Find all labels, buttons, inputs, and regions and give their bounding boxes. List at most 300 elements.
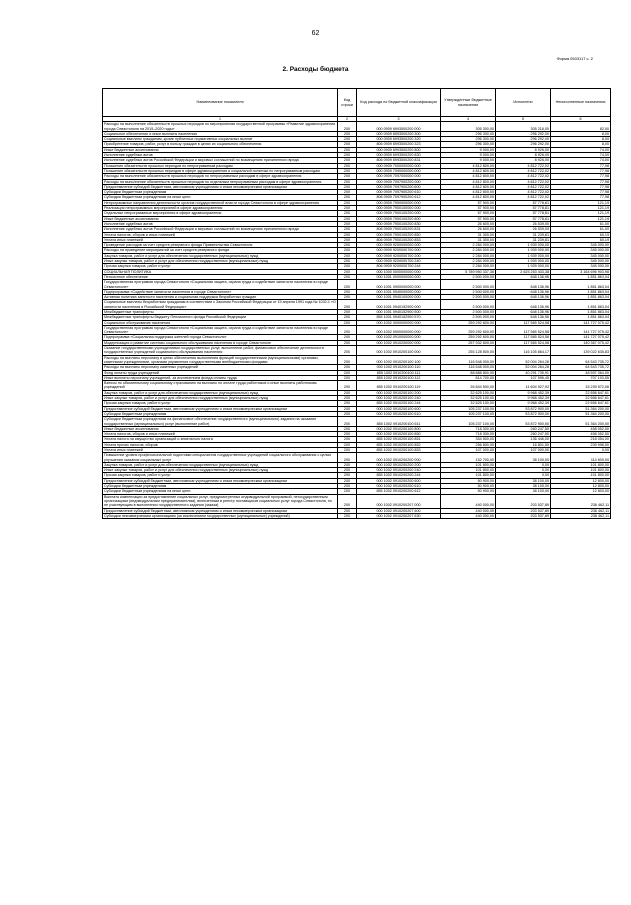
cell-name: Социальное обеспечение и иные выплаты населению bbox=[103, 131, 338, 136]
cell-approved: 9 000,00 bbox=[441, 153, 496, 158]
cell-unexecuted: 3 164 696 903,98 bbox=[551, 269, 611, 274]
cell-line-code: 200 bbox=[338, 163, 357, 168]
cell-executed: 4 812 722,02 bbox=[496, 168, 551, 173]
cell-executed: 53 872 900,00 bbox=[496, 411, 551, 416]
cell-unexecuted: 12 800,00 bbox=[551, 484, 611, 489]
cell-classification: 000 1002 0910200200 200 bbox=[357, 462, 441, 467]
cell-classification: 000 1002 0000000000 000 bbox=[357, 320, 441, 325]
cell-executed: 8 926,00 bbox=[496, 153, 551, 158]
cell-classification: 000 0909 6993500200 800 bbox=[357, 147, 441, 152]
cell-unexecuted: 121,19 bbox=[551, 211, 611, 216]
cell-executed: 648 136,96 bbox=[496, 289, 551, 294]
cell-executed: 9 968 452,39 bbox=[496, 401, 551, 406]
cell-classification: 000 1002 0910200200 240 bbox=[357, 468, 441, 473]
cell-executed: 648 136,96 bbox=[496, 300, 551, 310]
cell-name: Иные бюджетные ассигнования bbox=[103, 147, 338, 152]
cell-approved: 259 292 600,00 bbox=[441, 325, 496, 335]
cell-classification: 000 0909 7000000000 000 bbox=[357, 163, 441, 168]
cell-approved: 57 900,00 bbox=[441, 216, 496, 221]
cell-approved: 50 900,00 bbox=[441, 484, 496, 489]
cell-unexecuted: 101 800,00 bbox=[551, 462, 611, 467]
cell-classification: 000 1002 0910200207 630 bbox=[357, 513, 441, 518]
cell-unexecuted: 141 727 075,42 bbox=[551, 325, 611, 335]
cell-approved: 440 000,00 bbox=[441, 513, 496, 518]
cell-executed: 648 136,96 bbox=[496, 315, 551, 320]
cell-approved: 26 600,00 bbox=[441, 227, 496, 232]
cell-name: Отдельные непрограммные мероприятия в сфере здравоохранения bbox=[103, 211, 338, 216]
cell-classification: 000 1002 0910200100 110 bbox=[357, 365, 441, 370]
cell-executed: 16 801,50 bbox=[496, 442, 551, 447]
cell-line-code: 200 bbox=[338, 508, 357, 513]
cell-unexecuted: 1 851 863,04 bbox=[551, 274, 611, 279]
cell-name: Активная политика занятости населения и социальная поддержка безработных граждан bbox=[103, 295, 338, 300]
cell-name: Закупка товаров, работ и услуг для обеспечения государственных (муниципальных) нужд bbox=[103, 390, 338, 395]
cell-name: Предоставление субсидий бюджетным, автономным учреждениям и иным некоммерческим организациям bbox=[103, 406, 338, 411]
cell-name: Приобретение товаров, работ, услуг в пользу граждан в целях их социального обеспечения bbox=[103, 142, 338, 147]
cell-classification: 000 0909 7097900200 600 bbox=[357, 184, 441, 189]
cell-name: Погашение обязательств прошлых периодов по непрограммным расходам bbox=[103, 163, 338, 168]
cell-unexecuted: 8,00 bbox=[551, 131, 611, 136]
cell-classification: 000 0909 9200000700 200 bbox=[357, 253, 441, 258]
cell-executed: 117 565 524,58 bbox=[496, 320, 551, 325]
cell-name: Предоставление субсидий бюджетным, автономным учреждениям и иным некоммерческим организациям bbox=[103, 508, 338, 513]
cell-classification: 855 1002 0910200100 853 bbox=[357, 448, 441, 453]
cell-approved: 101 800,00 bbox=[441, 468, 496, 473]
cell-classification: 000 0909 9200000700 000 bbox=[357, 248, 441, 253]
cell-unexecuted: 74,00 bbox=[551, 147, 611, 152]
cell-name: Расходы на выполнение обязательств прошлых периодов по мероприятиям государственной программы «Развитие здравоохранения города Севастополя на 2015–2020 годы» bbox=[103, 122, 338, 132]
cell-executed: 117 565 524,58 bbox=[496, 325, 551, 335]
cell-line-code: 200 bbox=[338, 232, 357, 237]
cell-name: Иные закупки товаров, работ и услуг для обеспечения государственных (муниципальных) нужд bbox=[103, 468, 338, 473]
cell-unexecuted: 22 656 647,61 bbox=[551, 396, 611, 401]
cell-approved: 4 812 800,00 bbox=[441, 168, 496, 173]
cell-line-code: 200 bbox=[338, 396, 357, 401]
cell-approved: 57 900,00 bbox=[441, 200, 496, 205]
cell-approved: 2 500 000,00 bbox=[441, 315, 496, 320]
cell-executed: 1 939 000,00 bbox=[496, 248, 551, 253]
cell-approved: 31 300,00 bbox=[441, 232, 496, 237]
cell-executed: 57 778,81 bbox=[496, 216, 551, 221]
cell-unexecuted: 77,98 bbox=[551, 195, 611, 200]
cell-classification: 000 1001 0000000000 000 bbox=[357, 274, 441, 279]
cell-approved: 105 237 100,00 bbox=[441, 417, 496, 427]
cell-executed: 38 100,00 bbox=[496, 478, 551, 483]
cell-unexecuted: 236 462,11 bbox=[551, 508, 611, 513]
cell-unexecuted: 61,00 bbox=[551, 221, 611, 226]
cell-approved: 105 237 100,00 bbox=[441, 411, 496, 416]
column-number: 4 bbox=[441, 117, 496, 122]
cell-approved: 305 300,00 bbox=[441, 122, 496, 132]
cell-executed: 1 939 000,00 bbox=[496, 259, 551, 264]
cell-name: Исполнение судебных актов bbox=[103, 153, 338, 158]
cell-classification: 806 0909 7900100200 831 bbox=[357, 227, 441, 232]
cell-approved: 259 292 600,00 bbox=[441, 335, 496, 340]
section-title: 2. Расходы бюджета bbox=[282, 66, 349, 73]
cell-line-code: 200 bbox=[338, 426, 357, 431]
cell-approved: 9 000,00 bbox=[441, 158, 496, 163]
cell-name: Субсидии бюджетным учреждениям bbox=[103, 411, 338, 416]
cell-classification: 000 0909 7900100200 000 bbox=[357, 211, 441, 216]
header-unexecuted: Неисполненные назначения bbox=[551, 89, 611, 117]
cell-line-code: 200 bbox=[338, 206, 357, 211]
cell-approved: 32 625 100,00 bbox=[441, 390, 496, 395]
cell-executed: 296 292,00 bbox=[496, 142, 551, 147]
cell-classification: 000 0909 9200000700 240 bbox=[357, 259, 441, 264]
cell-classification: 000 0909 7900000000 000 bbox=[357, 200, 441, 205]
cell-unexecuted: 121,19 bbox=[551, 200, 611, 205]
cell-approved: 4 812 800,00 bbox=[441, 174, 496, 179]
cell-unexecuted: 121,19 bbox=[551, 206, 611, 211]
cell-approved: 32 625 100,00 bbox=[441, 396, 496, 401]
cell-executed: 107 000,00 bbox=[496, 448, 551, 453]
cell-approved: 50 900,00 bbox=[441, 478, 496, 483]
cell-executed: 52 004 264,28 bbox=[496, 355, 551, 365]
cell-line-code: 200 bbox=[338, 168, 357, 173]
cell-executed: 8 926,00 bbox=[496, 147, 551, 152]
cell-executed: 648 136,96 bbox=[496, 280, 551, 290]
cell-line-code: 200 bbox=[338, 453, 357, 463]
cell-unexecuted: 61,00 bbox=[551, 227, 611, 232]
cell-unexecuted: 8,00 bbox=[551, 142, 611, 147]
table-row bbox=[103, 280, 611, 290]
cell-line-code: 200 bbox=[338, 158, 357, 163]
cell-approved: 88 888 800,00 bbox=[441, 370, 496, 375]
cell-name: СОЦИАЛЬНАЯ ПОЛИТИКА bbox=[103, 269, 338, 274]
cell-unexecuted: 77,98 bbox=[551, 163, 611, 168]
cell-classification: 000 1002 0910200200 600 bbox=[357, 478, 441, 483]
cell-classification: 855 1002 0910200100 112 bbox=[357, 375, 441, 380]
cell-classification: 855 1002 0910200100 244 bbox=[357, 401, 441, 406]
cell-name: Модернизация и развитие системы социального обслуживания населения в городе Севастополе bbox=[103, 340, 338, 345]
cell-unexecuted: 345 000,00 bbox=[551, 253, 611, 258]
cell-executed: 4 812 722,02 bbox=[496, 190, 551, 195]
cell-executed: 117 565 524,58 bbox=[496, 340, 551, 345]
cell-classification: 000 1001 0940152900 000 bbox=[357, 300, 441, 310]
cell-approved: 2 500 000,00 bbox=[441, 309, 496, 314]
cell-unexecuted: 236 462,11 bbox=[551, 494, 611, 508]
cell-name: Расходы на выплаты персоналу казенных учреждений bbox=[103, 365, 338, 370]
cell-unexecuted: 1 851 863,04 bbox=[551, 315, 611, 320]
cell-name: Субсидии бюджетным учреждениям bbox=[103, 190, 338, 195]
cell-executed: 136 446,00 bbox=[496, 437, 551, 442]
cell-classification: 000 0909 7097000000 000 bbox=[357, 174, 441, 179]
cell-executed: 648 136,96 bbox=[496, 295, 551, 300]
cell-approved: 2 284 000,00 bbox=[441, 253, 496, 258]
cell-executed: 4 812 722,02 bbox=[496, 163, 551, 168]
cell-approved: 2 500 000,00 bbox=[441, 280, 496, 290]
column-number: 2 bbox=[338, 117, 357, 122]
cell-line-code: 200 bbox=[338, 142, 357, 147]
cell-name: Прочая закупка товаров, работ и услуг bbox=[103, 473, 338, 478]
cell-executed: 9 968 452,39 bbox=[496, 390, 551, 395]
cell-unexecuted: 345 000,00 bbox=[551, 264, 611, 269]
cell-unexecuted: 51 364 200,00 bbox=[551, 417, 611, 427]
cell-line-code: 200 bbox=[338, 320, 357, 325]
cell-approved: 2 284 000,00 bbox=[441, 264, 496, 269]
cell-name: Государственная программа города Севастополя «Социальная защита, охрана труда и содействие занятости населения в городе Севастополе» bbox=[103, 280, 338, 290]
cell-line-code: 200 bbox=[338, 346, 357, 356]
cell-unexecuted: 77,98 bbox=[551, 184, 611, 189]
cell-line-code: 200 bbox=[338, 153, 357, 158]
cell-classification: 000 1002 0910200100 800 bbox=[357, 426, 441, 431]
cell-executed: 2 625 253 433,38 bbox=[496, 269, 551, 274]
expenditures-table bbox=[102, 88, 611, 519]
page-number: 62 bbox=[311, 30, 320, 37]
cell-name: Иные бюджетные ассигнования bbox=[103, 216, 338, 221]
cell-unexecuted: 707 103,55 bbox=[551, 375, 611, 380]
cell-line-code: 200 bbox=[338, 432, 357, 437]
cell-approved: 2 500 000,00 bbox=[441, 295, 496, 300]
header-classification: Код расхода по бюджетной классификации bbox=[357, 89, 441, 117]
table-row bbox=[103, 346, 611, 356]
cell-executed: 38 100,00 bbox=[496, 489, 551, 494]
cell-executed: 57 778,81 bbox=[496, 211, 551, 216]
table-row bbox=[103, 453, 611, 463]
cell-approved: 718 300,00 bbox=[441, 426, 496, 431]
cell-name: Уплата налогов, сборов и иных платежей bbox=[103, 232, 338, 237]
cell-name: Реализация непрограммных мероприятий в сфере здравоохранения bbox=[103, 206, 338, 211]
cell-unexecuted: 458 052,50 bbox=[551, 426, 611, 431]
cell-executed: 305 218,00 bbox=[496, 122, 551, 132]
cell-approved: 26 844 500,00 bbox=[441, 381, 496, 391]
cell-classification: 855 1002 0910200100 852 bbox=[357, 442, 441, 447]
cell-line-code: 200 bbox=[338, 300, 357, 310]
cell-name: Закупка товаров, работ и услуг для обеспечения государственных (муниципальных) нужд bbox=[103, 462, 338, 467]
cell-approved: 2 500 000,00 bbox=[441, 300, 496, 310]
column-number: 6 bbox=[551, 117, 611, 122]
cell-executed: 116 105 864,17 bbox=[496, 346, 551, 356]
cell-approved: 9 000,00 bbox=[441, 147, 496, 152]
cell-name: Повышение уровня профессиональной подготовки специалистов государственных учреждений социального обслуживания с целью улучшения оказания социальных услуг bbox=[103, 453, 338, 463]
cell-classification: 000 1002 0910200100 100 bbox=[357, 355, 441, 365]
cell-classification: 000 0909 7097900200 000 bbox=[357, 179, 441, 184]
table-header bbox=[103, 89, 611, 122]
cell-executed: 0,00 bbox=[496, 468, 551, 473]
cell-executed: 53 872 900,00 bbox=[496, 406, 551, 411]
cell-line-code: 200 bbox=[338, 365, 357, 370]
cell-name: Фонд оплаты труда учреждений bbox=[103, 370, 338, 375]
cell-line-code: 200 bbox=[338, 355, 357, 365]
cell-name: Социальное обслуживание населения bbox=[103, 320, 338, 325]
cell-unexecuted: 82,00 bbox=[551, 122, 611, 132]
table-row bbox=[103, 325, 611, 335]
cell-executed: 107 596,45 bbox=[496, 375, 551, 380]
cell-line-code: 200 bbox=[338, 390, 357, 395]
header-approved: Утвержденные бюджетные назначения bbox=[441, 89, 496, 117]
table-row bbox=[103, 513, 611, 518]
cell-executed: 38 100,00 bbox=[496, 484, 551, 489]
cell-classification: 000 1002 0910000000 000 bbox=[357, 335, 441, 340]
cell-approved: 354 500,00 bbox=[441, 437, 496, 442]
cell-line-code: 200 bbox=[338, 437, 357, 442]
cell-line-code: 200 bbox=[338, 335, 357, 340]
cell-line-code: 200 bbox=[338, 494, 357, 508]
cell-unexecuted: 74,00 bbox=[551, 158, 611, 163]
cell-unexecuted: 140 367 075,42 bbox=[551, 340, 611, 345]
cell-line-code: 200 bbox=[338, 269, 357, 274]
cell-approved: 50 900,00 bbox=[441, 489, 496, 494]
cell-line-code: 200 bbox=[338, 309, 357, 314]
cell-line-code: 200 bbox=[338, 216, 357, 221]
cell-executed: 4 812 722,02 bbox=[496, 184, 551, 189]
cell-classification: 855 1001 0940152900 570 bbox=[357, 315, 441, 320]
cell-line-code: 200 bbox=[338, 248, 357, 253]
cell-executed: 26 539,00 bbox=[496, 221, 551, 226]
cell-classification: 000 1002 0910200207 000 bbox=[357, 494, 441, 508]
cell-approved: 31 300,00 bbox=[441, 237, 496, 242]
table-row bbox=[103, 417, 611, 427]
header-line-code: Код строки bbox=[338, 89, 357, 117]
cell-line-code: 200 bbox=[338, 401, 357, 406]
form-code: Форма 0503117 с. 2 bbox=[556, 56, 593, 61]
cell-line-code: 200 bbox=[338, 184, 357, 189]
cell-approved: 4 812 800,00 bbox=[441, 190, 496, 195]
cell-line-code: 200 bbox=[338, 221, 357, 226]
cell-line-code: 200 bbox=[338, 195, 357, 200]
cell-executed: 648 136,96 bbox=[496, 309, 551, 314]
cell-approved: 116 548 000,00 bbox=[441, 365, 496, 370]
cell-executed: 9 968 452,39 bbox=[496, 396, 551, 401]
cell-line-code: 200 bbox=[338, 174, 357, 179]
cell-classification: 855 1002 0910200200 612 bbox=[357, 489, 441, 494]
cell-unexecuted: 74,00 bbox=[551, 153, 611, 158]
cell-executed: 260 247,50 bbox=[496, 432, 551, 437]
cell-executed: 4 812 722,02 bbox=[496, 195, 551, 200]
cell-approved: 5 789 950 337,36 bbox=[441, 269, 496, 274]
cell-executed: 31 239,81 bbox=[496, 232, 551, 237]
cell-unexecuted: 141 727 075,42 bbox=[551, 335, 611, 340]
cell-unexecuted: 114 600,00 bbox=[551, 453, 611, 463]
cell-line-code: 200 bbox=[338, 411, 357, 416]
cell-executed: 1 939 000,00 bbox=[496, 264, 551, 269]
cell-name: Погашение обязательств прошлых периодов в сфере здравоохранения и социальной политики по непрограммным расходам bbox=[103, 168, 338, 173]
cell-name: Уплата иных платежей bbox=[103, 448, 338, 453]
cell-line-code: 200 bbox=[338, 478, 357, 483]
cell-name: Субсидии бюджетным учреждениям на иные цели bbox=[103, 489, 338, 494]
cell-classification: 000 1002 0910200100 610 bbox=[357, 411, 441, 416]
cell-approved: 256 800,00 bbox=[441, 442, 496, 447]
cell-line-code: 200 bbox=[338, 147, 357, 152]
cell-name: Исполнение судебных актов Российской Федерации и мировых соглашений по возмещению причиненного вреда bbox=[103, 227, 338, 232]
cell-name: Иные закупки товаров, работ и услуг для обеспечения государственных (муниципальных) нужд bbox=[103, 259, 338, 264]
cell-line-code: 200 bbox=[338, 513, 357, 518]
column-number: 3 bbox=[357, 117, 441, 122]
cell-classification: 855 1002 0910200100 119 bbox=[357, 381, 441, 391]
cell-executed: 4 812 722,02 bbox=[496, 174, 551, 179]
cell-unexecuted: 51 364 200,00 bbox=[551, 411, 611, 416]
cell-line-code: 200 bbox=[338, 442, 357, 447]
cell-unexecuted: 1 851 863,04 bbox=[551, 295, 611, 300]
column-number: 1 bbox=[103, 117, 338, 122]
cell-executed: 117 565 524,58 bbox=[496, 335, 551, 340]
cell-executed: 296 292,00 bbox=[496, 131, 551, 136]
cell-classification: 000 0909 7900100000 000 bbox=[357, 206, 441, 211]
cell-name: Уплата иных платежей bbox=[103, 237, 338, 242]
cell-approved: 101 800,00 bbox=[441, 462, 496, 467]
cell-approved: 255 128 500,00 bbox=[441, 346, 496, 356]
cell-name: Межбюджетные трансферты bbox=[103, 309, 338, 314]
table-row bbox=[103, 494, 611, 508]
cell-classification: 000 0909 7097900200 610 bbox=[357, 190, 441, 195]
cell-line-code: 200 bbox=[338, 200, 357, 205]
cell-line-code: 200 bbox=[338, 295, 357, 300]
cell-executed: 57 778,81 bbox=[496, 200, 551, 205]
cell-classification: 000 1002 0910200000 000 bbox=[357, 340, 441, 345]
cell-name: Социальные выплаты гражданам, кроме публичных нормативных социальных выплат bbox=[103, 137, 338, 142]
cell-line-code: 200 bbox=[338, 406, 357, 411]
cell-approved: 4 812 800,00 bbox=[441, 179, 496, 184]
cell-approved: 814 700,00 bbox=[441, 375, 496, 380]
cell-name: Предоставление субсидий бюджетным, автономным учреждениям и иным некоммерческим организациям bbox=[103, 184, 338, 189]
cell-name: Социальные выплаты безработным гражданам в соответствии с Законом Российской Федерации от 19 апреля 1991 года № 1032-1 «О занятости населения в Российской Федерации» bbox=[104, 300, 336, 309]
cell-approved: 259 292 600,00 bbox=[441, 320, 496, 325]
cell-unexecuted: 101 800,00 bbox=[551, 468, 611, 473]
cell-line-code: 200 bbox=[338, 264, 357, 269]
cell-line-code: 200 bbox=[338, 253, 357, 258]
cell-unexecuted: 22 656 647,61 bbox=[551, 390, 611, 395]
cell-unexecuted: 141 727 075,42 bbox=[551, 320, 611, 325]
table-row bbox=[103, 300, 611, 310]
cell-name: Расходы на выполнение обязательств прошлых периодов по отдельным непрограммным расходам в сфере здравоохранения bbox=[103, 179, 338, 184]
cell-unexecuted: 64 543 735,72 bbox=[551, 355, 611, 365]
cell-unexecuted: 64 543 735,72 bbox=[551, 365, 611, 370]
cell-name: Выплата компенсации за предоставление социальных услуг, предусмотренных индивидуальной программой, негосударственным организациям (индивидуальным предпринимателям), включенным в реестр поставщиков социальных услуг города Севастополя, но не участвующим в выполнении государственного задания (заказа) bbox=[103, 494, 338, 508]
cell-executed: 260 247,50 bbox=[496, 426, 551, 431]
cell-classification: 855 1002 0910200100 611 bbox=[357, 417, 441, 427]
cell-line-code: 200 bbox=[338, 190, 357, 195]
cell-unexecuted: 48 597 064,09 bbox=[551, 370, 611, 375]
cell-approved: 105 237 100,00 bbox=[441, 406, 496, 411]
cell-classification: 000 1002 0910200200 610 bbox=[357, 484, 441, 489]
cell-executed: 52 004 264,28 bbox=[496, 365, 551, 370]
cell-unexecuted: 77,98 bbox=[551, 190, 611, 195]
table-row bbox=[103, 355, 611, 365]
cell-name: Пенсионное обеспечение bbox=[103, 274, 338, 279]
cell-approved: 296 300,00 bbox=[441, 137, 496, 142]
cell-executed: 0,00 bbox=[496, 462, 551, 467]
cell-name: Прочая закупка товаров, работ и услуг bbox=[103, 401, 338, 406]
cell-unexecuted: 12 800,00 bbox=[551, 489, 611, 494]
cell-classification: 000 0909 6993500200 830 bbox=[357, 153, 441, 158]
cell-name: Субсидии бюджетным учреждениям на иные цели bbox=[103, 195, 338, 200]
cell-approved: 57 900,00 bbox=[441, 211, 496, 216]
cell-classification: 000 1002 0910200200 000 bbox=[357, 453, 441, 463]
cell-name: Уплата прочих налогов, сборов bbox=[103, 442, 338, 447]
cell-executed: 1 939 000,00 bbox=[496, 243, 551, 248]
cell-unexecuted: 345 000,00 bbox=[551, 259, 611, 264]
cell-name: Иные бюджетные ассигнования bbox=[103, 426, 338, 431]
cell-unexecuted: 12 800,00 bbox=[551, 478, 611, 483]
header-executed: Исполнено bbox=[496, 89, 551, 117]
cell-line-code: 200 bbox=[338, 370, 357, 375]
cell-name: Расходы на проведение мероприятий за счет средств резервного фонда bbox=[103, 248, 338, 253]
cell-executed: 648 136,96 bbox=[496, 274, 551, 279]
cell-approved: 4 812 800,00 bbox=[441, 163, 496, 168]
cell-approved: 57 900,00 bbox=[441, 206, 496, 211]
cell-line-code: 200 bbox=[338, 280, 357, 290]
cell-executed: 1 939 000,00 bbox=[496, 253, 551, 258]
cell-classification: 806 0909 6993500200 323 bbox=[357, 142, 441, 147]
cell-name: Уплата налогов, сборов и иных платежей bbox=[103, 432, 338, 437]
cell-approved: 2 284 000,00 bbox=[441, 259, 496, 264]
cell-unexecuted: 121,19 bbox=[551, 216, 611, 221]
cell-unexecuted: 139 022 635,83 bbox=[551, 346, 611, 356]
cell-line-code: 200 bbox=[338, 473, 357, 478]
cell-unexecuted: 60,19 bbox=[551, 232, 611, 237]
cell-unexecuted: 345 000,00 bbox=[551, 248, 611, 253]
cell-unexecuted: 0,00 bbox=[551, 448, 611, 453]
